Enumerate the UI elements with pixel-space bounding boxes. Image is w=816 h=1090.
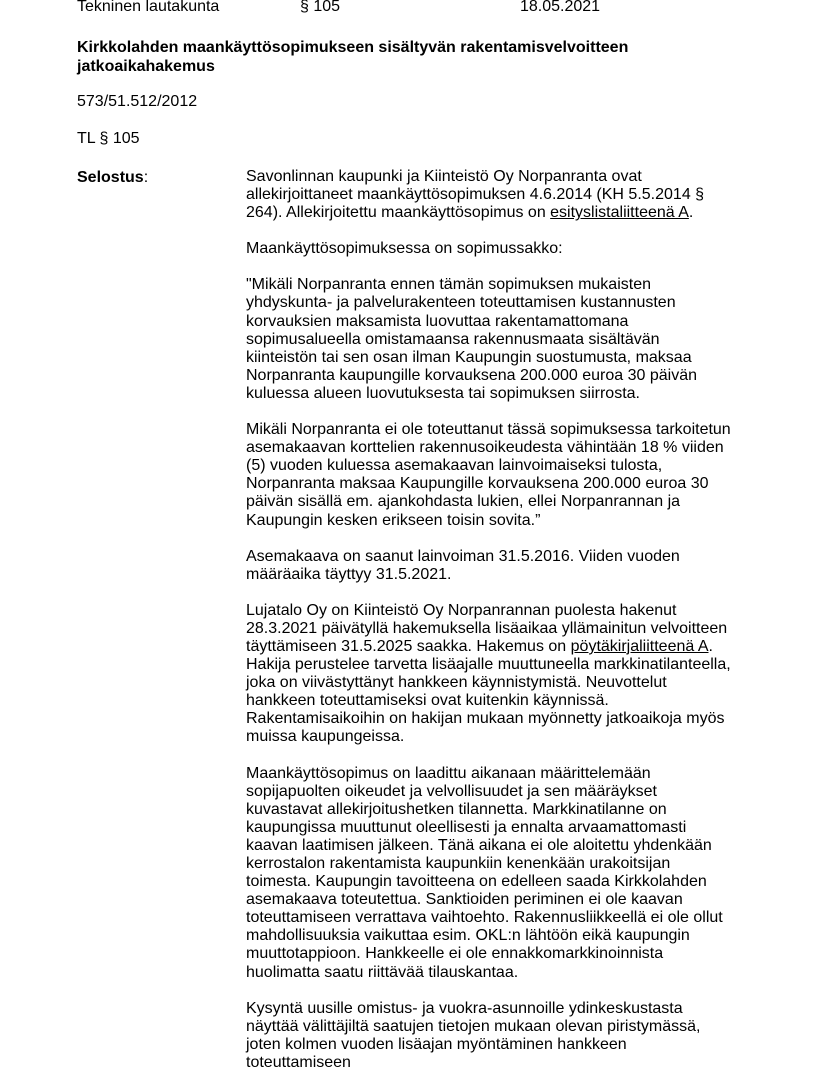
attachment-link-agenda[interactable]: esityslistaliitteenä A (550, 204, 689, 222)
paragraph-application-end: . Hakija perustelee tarvetta lisäajalle muuttuneella markkinatilanteella, joka on viivästyttänyt hankkeen käynnistymistä. Neuvottelut hankkeen toteuttamiseksi ovat kuitenkin käynnissä. Rakentamisaikoihin on hakijan mukaan myönnetty jatkoaikoja myös muissa kaupungeissa. (246, 637, 731, 746)
paragraph-agreement-text: Savonlinnan kaupunki ja Kiinteistö Oy Norpanranta ovat allekirjoittaneet maankäyttösopimuksen 4.6.2014 (KH 5.5.2014 § 264). Allekirjoitettu maankäyttösopimus on (246, 168, 705, 222)
section-label-text: Selostus (77, 169, 144, 186)
page-header (77, 0, 777, 17)
section-label-colon: : (143, 169, 149, 186)
paragraph-market-situation: Maankäyttösopimus on laadittu aikanaan määrittelemään sopijapuolten oikeudet ja velvollisuudet ja sen määräykset kuvastavat allekirjoitushetken tilannetta. Markkinatilanne on kaupungissa muuttunut oleellisesti ja ennalta arvaamattomasti kaavan laatimisen jälkeen. Tänä aikana ei ole aloitettu yhdenkään kerrostalon rakentamista kaupunkiin kenenkään urakoitsijan toimesta. Kaupungin tavoitteena on edelleen saada Kirkkolahden asemakaava toteutettua. Sanktioiden periminen ei ole kaavan toteuttamiseen verrattava vaihtoehto. Rakennusliikkeellä ei ole ollut mahdollisuuksia vaikuttaa esim. OKL:n lähtöön eikä kaupungin muuttotappioon. Hankkeelle ei ole ennakkomarkkinoinnista huolimatta saatu riittävää tilauskantaa. (246, 764, 723, 981)
paragraph-agreement (246, 168, 734, 222)
committee-reference: TL § 105 (77, 130, 140, 147)
paragraph-deadline: Asemakaava on saanut lainvoiman 31.5.2016. Viiden vuoden määräaika täyttyy 31.5.2021. (246, 547, 680, 583)
document-title: Kirkkolahden maankäyttösopimukseen sisältyvän rakentamisvelvoitteen jatkoaikahakemus (77, 39, 629, 75)
attachment-link-minutes[interactable]: pöytäkirjaliitteenä A (570, 637, 709, 655)
paragraph-agreement-end: . (688, 204, 694, 222)
section-number: § 105 (300, 0, 341, 15)
paragraph-quote-2: Mikäli Norpanranta ei ole toteuttanut tässä sopimuksessa tarkoitetun asemakaavan korttelien rakennusoikeudesta vähintään 18 % viiden (5) vuoden kuluessa asemakaavan lainvoimaiseksi tulosta, Norpanranta maksaa Kaupungille korvauksena 200.000 euroa 30 päivän sisällä em. ajankohdasta lukien, ellei Norpanrannan ja Kaupungin kesken erikseen toisin sovita.” (246, 421, 731, 529)
paragraph-application-text: Lujatalo Oy on Kiinteistö Oy Norpanrannan puolesta hakenut 28.3.2021 päivätyllä hakemuksella lisäaikaa yllämainitun velvoitteen täyttämiseen 31.5.2025 saakka. Hakemus on (246, 601, 728, 655)
body-text (246, 168, 734, 1090)
case-id: 573/51.512/2012 (77, 93, 198, 110)
meeting-date: 18.05.2021 (520, 0, 601, 15)
paragraph-application (246, 602, 734, 747)
section-label (77, 168, 148, 187)
paragraph-demand: Kysyntä uusille omistus- ja vuokra-asunnoille ydinkeskustasta näyttää välittäjiltä saatujen tietojen mukaan olevan piristymässä, joten kolmen vuoden lisäajan myöntäminen hankkeen toteuttamiseen (246, 999, 701, 1071)
committee-name: Tekninen lautakunta (77, 0, 220, 15)
paragraph-penalty-intro: Maankäyttösopimuksessa on sopimussakko: (246, 240, 563, 258)
paragraph-quote-1: "Mikäli Norpanranta ennen tämän sopimuksen mukaisten yhdyskunta- ja palvelurakenteen toteuttamisen kustannusten korvauksien maksamista luovuttaa rakentamattomana sopimusalueella omistamaansa rakennusmaata sisältävän kiinteistön tai sen osan ilman Kaupungin suostumusta, maksaa Norpanranta kaupungille korvauksena 200.000 euroa 30 päivän kuluessa alueen luovutuksesta tai sopimuksen siirrosta. (246, 276, 697, 402)
